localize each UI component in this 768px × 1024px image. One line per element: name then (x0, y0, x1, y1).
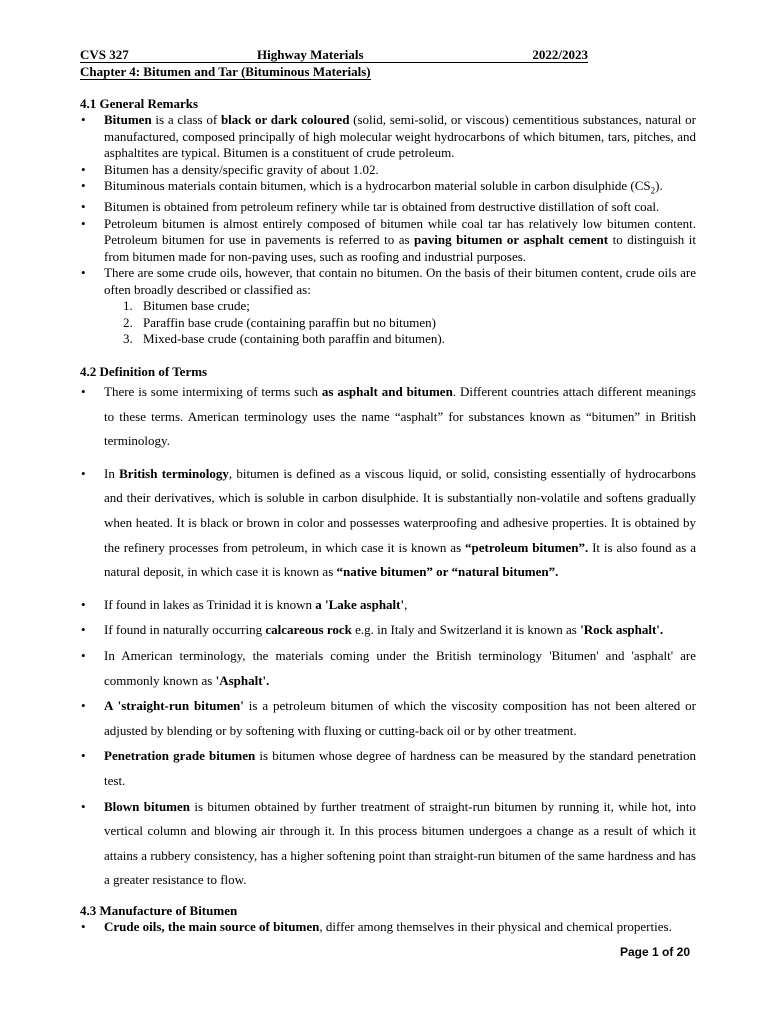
list-item: • Petroleum bitumen is almost entirely composed of bitumen while coal tar has relatively low bitumen content. Petroleum bitumen for use in pavements is referred to as paving bitumen or asphalt cement to distinguish it from bitumen made for non-paving uses, such as roofing and industrial purposes. (80, 216, 696, 266)
list-item: • Penetration grade bitumen is bitumen whose degree of hardness can be measured by the standard penetration test. (80, 744, 696, 793)
course-subject: Highway Materials (257, 47, 364, 62)
academic-year: 2022/2023 (532, 47, 588, 62)
list-item: • Crude oils, the main source of bitumen, differ among themselves in their physical and chemical properties. (80, 919, 696, 936)
list-item: • Blown bitumen is bitumen obtained by further treatment of straight-run bitumen by running it, while hot, into vertical column and blowing air through it. In this process bitumen undergoes a change as a result of which it attains a rubbery consistency, has a higher softening point than straight-run bitumen of the same hardness and has a greater resistance to flow. (80, 795, 696, 893)
numbered-item: 2. Paraffin base crude (containing paraffin but no bitumen) (123, 314, 437, 330)
list-item: • If found in lakes as Trinidad it is known a 'Lake asphalt', (80, 593, 696, 618)
section-general-remarks (80, 96, 696, 348)
numbered-item: 1. Bitumen base crude; (123, 298, 250, 314)
list-item: • Bituminous materials contain bitumen, which is a hydrocarbon material soluble in carbon disulphide $(CS_2)$. (80, 178, 696, 199)
numbered-list (80, 298, 696, 348)
section-heading: 4.3 Manufacture of Bitumen (80, 903, 238, 918)
list-item: • Bitumen is a class of black or dark coloured (solid, semi-solid, or viscous) cementitious substances, natural or manufactured, composed principally of high molecular weight hydrocarbons of which bitumen, tars, pitches, and asphaltites are typical. Bitumen is a constituent of crude petroleum. (80, 112, 696, 162)
section-heading: 4.2 Definition of Terms (80, 364, 208, 379)
section-heading: 4.1 General Remarks (80, 96, 199, 111)
course-code: CVS 327 (80, 47, 129, 62)
list-item: • There are some crude oils, however, that contain no bitumen. On the basis of their bitumen content, crude oils are often broadly described or classified as: (80, 265, 696, 298)
page-number: Page 1 of 20 (620, 945, 691, 959)
list-item: • Bitumen is obtained from petroleum refinery while tar is obtained from destructive distillation of soft coal. (80, 199, 696, 216)
list-item: • If found in naturally occurring calcareous rock e.g. in Italy and Switzerland it is known as 'Rock asphalt'. (80, 618, 696, 643)
list-item: • In American terminology, the materials coming under the British terminology 'Bitumen' and 'asphalt' are commonly known as 'Asphalt'. (80, 644, 696, 693)
list-item: • A 'straight-run bitumen' is a petroleum bitumen of which the viscosity composition has not been altered or adjusted by blending or by softening with fluxing or cutting-back oil or by other treatment. (80, 694, 696, 743)
page-header (80, 47, 588, 63)
bullet-list (80, 919, 696, 936)
list-item: • Bitumen has a density/specific gravity of about 1.02. (80, 162, 696, 179)
list-item: • In British terminology, bitumen is defined as a viscous liquid, or solid, consisting essentially of hydrocarbons and their derivatives, which is soluble in carbon disulphide. It is substantially non-volatile and softens gradually when heated. It is black or brown in color and possesses waterproofing and adhesive properties. It is obtained by the refinery processes from petroleum, in which case it is known as “petroleum bitumen”. It is also found as a natural deposit, in which case it is known as “native bitumen” or “natural bitumen”. (80, 462, 696, 585)
numbered-item: 3. Mixed-base crude (containing both paraffin and bitumen). (123, 331, 445, 347)
bullet-list (80, 112, 696, 298)
chapter-title: Chapter 4: Bitumen and Tar (Bituminous Materials) (80, 64, 371, 79)
section-definition-of-terms (80, 364, 696, 893)
bullet-list (80, 380, 696, 893)
section-manufacture-of-bitumen (80, 903, 696, 936)
list-item: • There is some intermixing of terms such as asphalt and bitumen. Different countries attach different meanings to these terms. American terminology uses the name “asphalt” for substances known as “bitumen” in British terminology. (80, 380, 696, 454)
